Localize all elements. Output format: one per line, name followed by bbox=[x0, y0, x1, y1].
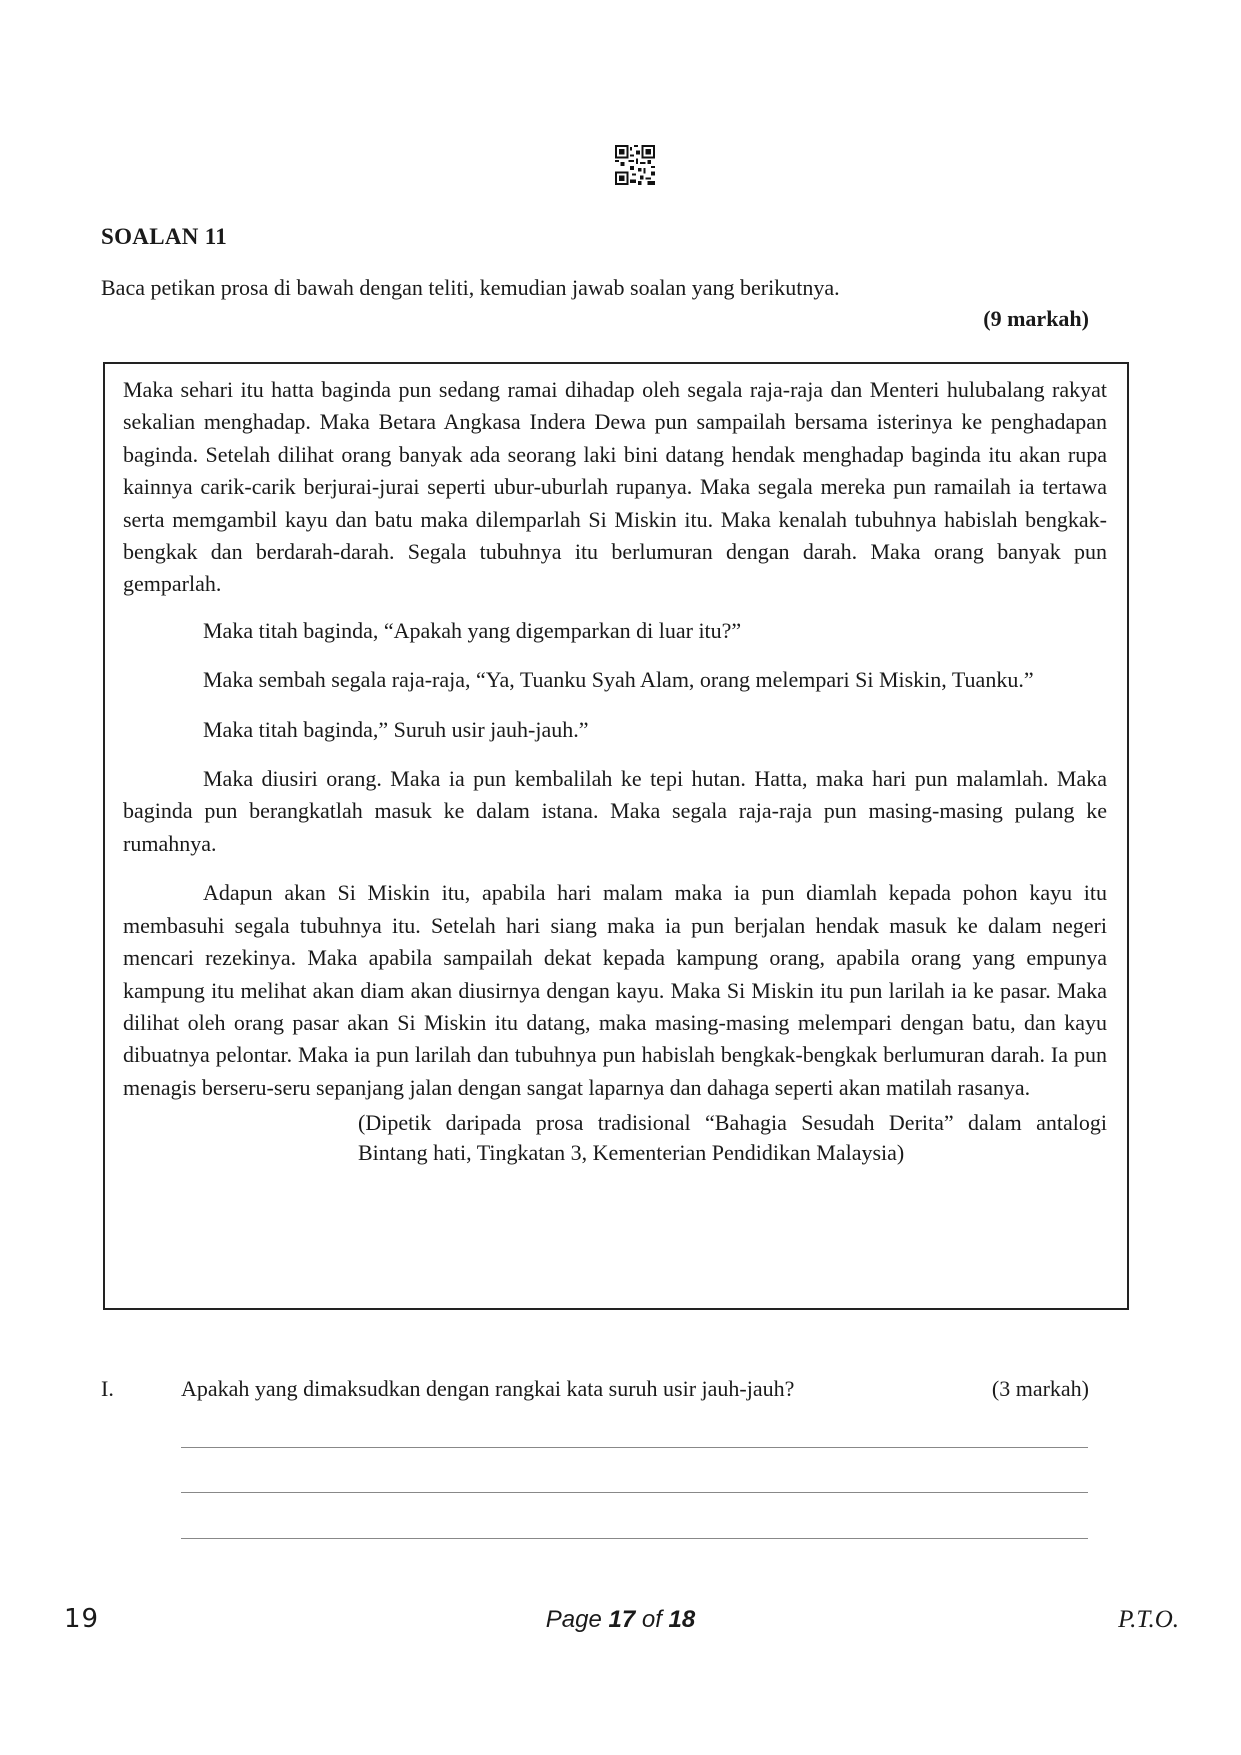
qr-code-icon bbox=[615, 145, 655, 185]
page-total: 18 bbox=[668, 1606, 696, 1633]
question-heading: SOALAN 11 bbox=[101, 224, 228, 249]
page-prefix: Page bbox=[545, 1606, 609, 1633]
question-marks: (3 markah) bbox=[991, 1376, 1089, 1401]
answer-line[interactable] bbox=[181, 1447, 1088, 1448]
instruction-text: Baca petikan prosa di bawah dengan teliti, kemudian jawab soalan yang berikutnya. bbox=[101, 275, 840, 300]
question-number: I. bbox=[101, 1376, 114, 1401]
passage-paragraph: Maka sembah segala raja-raja, “Ya, Tuanku Syah Alam, orang melempari Si Miskin, Tuanku.” bbox=[203, 667, 1034, 693]
passage-paragraph: Maka titah baginda, “Apakah yang digemparkan di luar itu?” bbox=[203, 617, 742, 643]
passage-paragraph: Maka sehari itu hatta baginda pun sedang ramai dihadap oleh segala raja-raja dan Menteri hulubalang rakyat sekalian menghadap. Maka Betara Angkasa Indera Dewa pun sampailah bersama isterinya ke penghadapan baginda. Setelah dilihat orang banyak ada seorang laki bini datang hendak menghadap baginda itu akan rupa kainnya carik-carik berjurai-jurai seperti ubur-uburlah rupanya. Maka segala mereka pun ramailah ia tertawa serta memgambil kayu dan batu maka dilemparlah Si Miskin itu. Maka kenalah tubuhnya habislah bengkak-bengkak dan berdarah-darah. Segala tubuhnya itu berlumuran dengan darah. Maka orang banyak pun gemparlah. bbox=[123, 377, 1107, 597]
question-text: Apakah yang dimaksudkan dengan rangkai kata suruh usir jauh-jauh? bbox=[181, 1376, 795, 1401]
page-number bbox=[0, 1606, 1241, 1634]
passage-paragraph: Maka titah baginda,” Suruh usir jauh-jauh.” bbox=[203, 716, 589, 742]
answer-line[interactable] bbox=[181, 1492, 1088, 1493]
prose-passage-box bbox=[103, 362, 1129, 1310]
page-current: 17 bbox=[608, 1606, 636, 1633]
passage-paragraph: Maka diusiri orang. Maka ia pun kembalilah ke tepi hutan. Hatta, maka hari pun malamlah. Maka baginda pun berangkatlah masuk ke dalam istana. Maka segala raja-raja pun masing-masing pulang ke rumahnya. bbox=[123, 766, 1107, 856]
page-of: of bbox=[635, 1606, 669, 1633]
passage-source: (Dipetik daripada prosa tradisional “Bahagia Sesudah Derita” dalam antalogi Bintang hati, Tingkatan 3, Kementerian Pendidikan Malaysia) bbox=[358, 1110, 1107, 1166]
paper-code: 19 bbox=[64, 1604, 100, 1634]
passage-paragraph: Adapun akan Si Miskin itu, apabila hari malam maka ia pun diamlah kepada pohon kayu itu membasuhi segala tubuhnya itu. Setelah hari siang maka ia pun berjalan hendak masuk ke dalam negeri mencari rezekinya. Maka apabila sampailah dekat kepada kampung orang, apabila orang yang empunya kampung itu melihat akan diam akan diusirnya dengan kayu. Maka Si Miskin itu pun larilah ia ke pasar. Maka dilihat oleh orang pasar akan Si Miskin itu datang, maka masing-masing melempari dengan batu, dan kayu dibuatnya pelontar. Maka ia pun larilah dan tubuhnya pun habislah bengkak-bengkak berlumuran darah. Ia pun menagis berseru-seru sepanjang jalan dengan sangat laparnya dan dahaga seperti akan matilah rasanya. bbox=[123, 880, 1107, 1100]
pto-label: P.T.O. bbox=[1118, 1606, 1179, 1633]
total-marks: (9 markah) bbox=[983, 306, 1089, 331]
answer-line[interactable] bbox=[181, 1538, 1088, 1539]
